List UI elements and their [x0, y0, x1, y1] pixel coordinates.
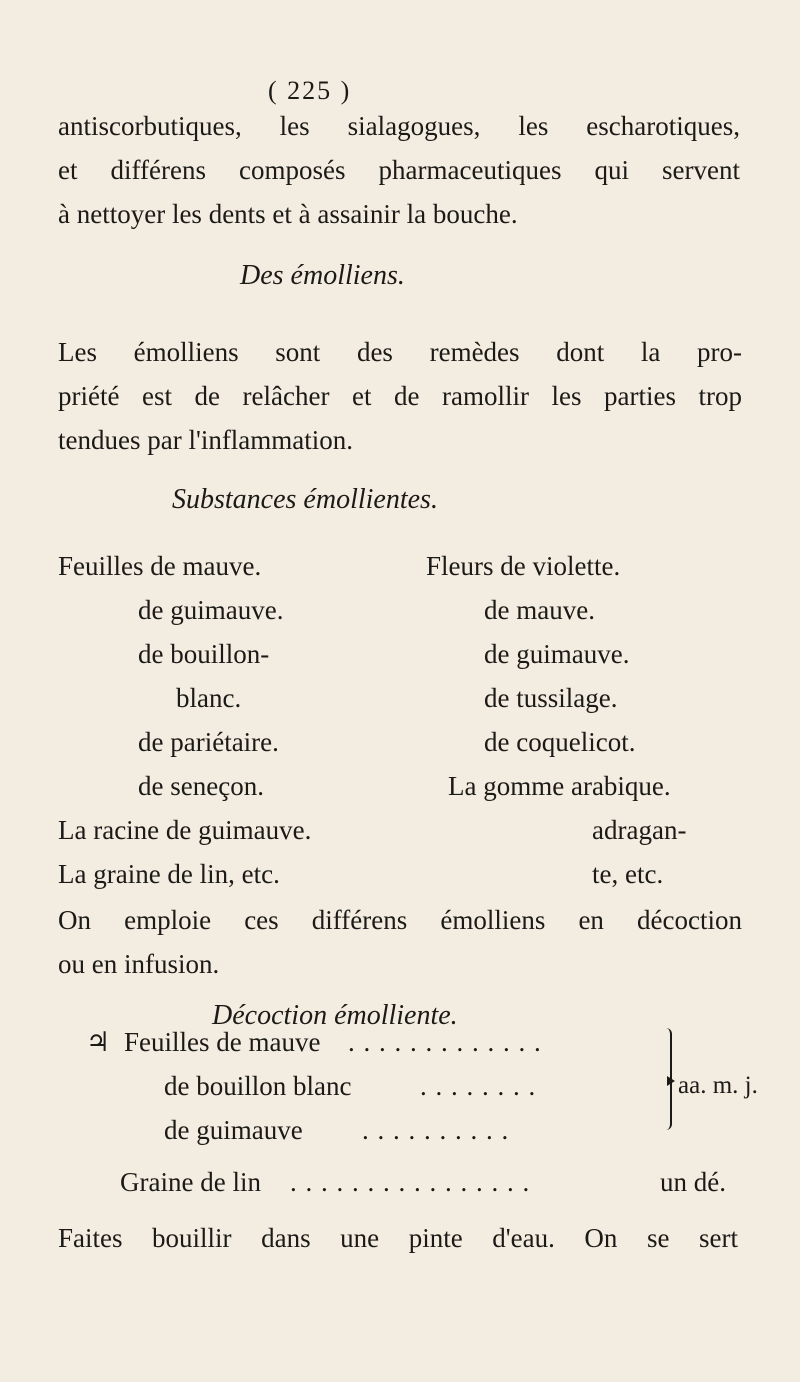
- right-item: de tussilage.: [484, 683, 618, 713]
- definition-line-1: Les émolliens sont des remèdes dont la pro-: [58, 337, 742, 367]
- right-item: de mauve.: [484, 595, 595, 625]
- usage-line-1: On emploie ces différens émolliens en décoction: [58, 905, 742, 935]
- right-item: adragan-: [592, 815, 687, 845]
- recipe-dose: aa. m. j.: [678, 1072, 758, 1099]
- right-item: de guimauve.: [484, 639, 630, 669]
- right-item: Fleurs de violette.: [426, 551, 621, 581]
- intro-line-2: et différens composés pharmaceutiques qui servent: [58, 155, 740, 185]
- left-item: de pariétaire.: [138, 727, 279, 757]
- definition-line-2: priété est de relâcher et de ramollir les parties trop: [58, 381, 742, 411]
- recipe-item-3: de guimauve: [164, 1115, 303, 1145]
- left-item: blanc.: [176, 683, 242, 713]
- left-item: de guimauve.: [138, 595, 284, 625]
- usage-line-2: ou en infusion.: [58, 949, 220, 979]
- recipe-item-2-leader: . . . . . . . .: [420, 1071, 537, 1101]
- page-number: ( 225 ): [268, 76, 352, 105]
- right-item: de coquelicot.: [484, 727, 636, 757]
- intro-line-1: antiscorbutiques, les sialagogues, les escharotiques,: [58, 111, 740, 141]
- right-item: te, etc.: [592, 859, 664, 889]
- left-item: de seneçon.: [138, 771, 264, 801]
- left-item: Feuilles de mauve.: [58, 551, 262, 581]
- left-item: de bouillon-: [138, 639, 270, 669]
- substances-title: Substances émollientes.: [172, 484, 438, 515]
- brace-point-icon: [667, 1076, 675, 1086]
- definition-line-3: tendues par l'inflammation.: [58, 425, 354, 455]
- recipe-item-4: Graine de lin: [120, 1167, 261, 1197]
- recipe-item-2: de bouillon blanc: [164, 1071, 352, 1101]
- left-item: La graine de lin, etc.: [58, 859, 280, 889]
- right-item: La gomme arabique.: [448, 771, 671, 801]
- recipe-symbol: ♃: [86, 1027, 111, 1057]
- recipe-item-3-leader: . . . . . . . . . .: [362, 1115, 510, 1145]
- recipe-item-4-dose: un dé.: [660, 1167, 726, 1197]
- left-item: La racine de guimauve.: [58, 815, 312, 845]
- intro-line-3: à nettoyer les dents et à assainir la bouche.: [58, 199, 518, 229]
- section-title: Des émolliens.: [240, 260, 405, 291]
- recipe-item-1: Feuilles de mauve: [124, 1027, 321, 1057]
- recipe-title: Décoction émolliente.: [212, 1000, 458, 1031]
- recipe-item-1-leader: . . . . . . . . . . . . .: [348, 1027, 542, 1057]
- recipe-item-4-leader: . . . . . . . . . . . . . . . .: [290, 1167, 531, 1197]
- closing-line: Faites bouillir dans une pinte d'eau. On se sert: [58, 1223, 738, 1253]
